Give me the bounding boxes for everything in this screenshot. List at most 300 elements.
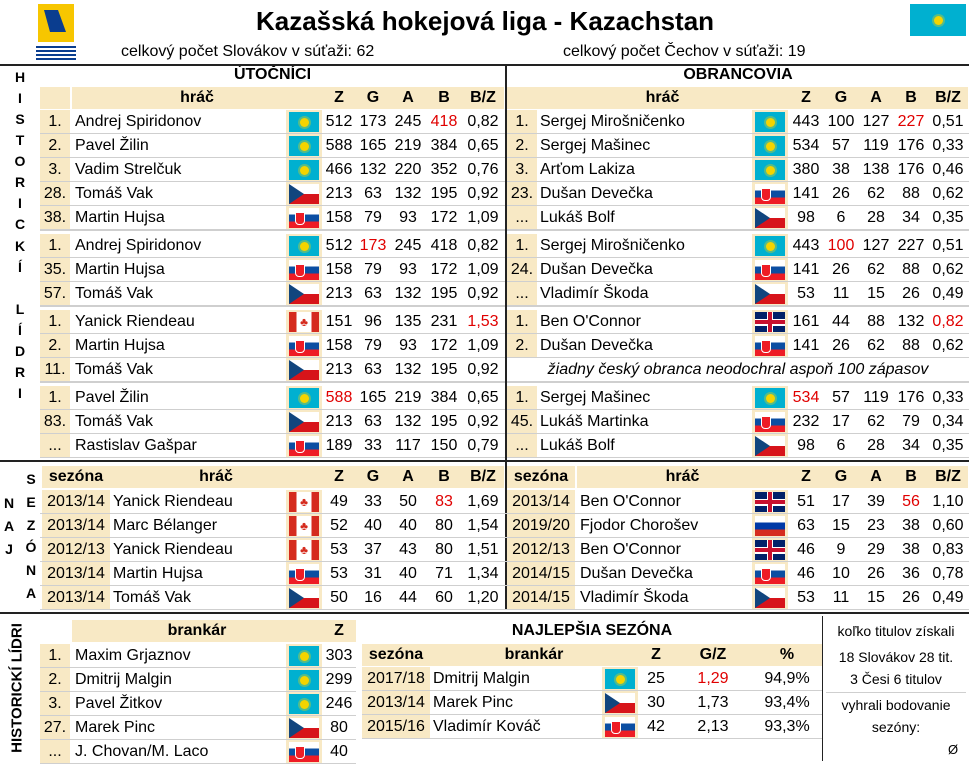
season-forward-a: 40 (399, 564, 417, 582)
season-defense-header-bz: B/Z (928, 466, 968, 488)
season-defense-header-z: Z (788, 466, 824, 488)
defense-z: 380 (792, 160, 820, 178)
season-defense-season: 2014/15 (507, 586, 575, 609)
season-defense-header-g: G (824, 466, 858, 488)
flag-cell (752, 282, 788, 306)
forward-bz: 1,09 (467, 260, 499, 278)
season-defense-header-a: A (858, 466, 894, 488)
forward-g: 132 (359, 160, 387, 178)
forward-z: 512 (325, 236, 353, 254)
forward-bz: 0,92 (467, 360, 499, 378)
flag-cell (286, 386, 322, 410)
forward-g: 96 (364, 312, 382, 330)
kazakhstan-flag-icon (289, 136, 319, 156)
forward-z: 213 (325, 360, 353, 378)
goalie-rank: 27. (40, 716, 70, 739)
slovakia-flag-icon (289, 260, 319, 280)
flag-cell (286, 334, 322, 358)
side-letter: I (18, 195, 22, 212)
best-save-pct: 93,4% (764, 693, 810, 711)
season-forwards-header-player: hráč (110, 466, 322, 488)
russia-flag-icon (755, 516, 785, 536)
flag-cell (286, 182, 322, 206)
defense-b: 88 (902, 260, 920, 278)
titles-question: koľko titulov získali (837, 623, 955, 639)
forward-bz: 0,65 (467, 136, 499, 154)
season-forwards-header-season: sezóna (42, 466, 110, 488)
side-letter (18, 281, 22, 295)
season-forward-a: 40 (399, 516, 417, 534)
season-forwards-header-g: G (356, 466, 390, 488)
defense-player-name: Dušan Devečka (540, 336, 653, 354)
side-letter: Í (18, 258, 22, 275)
defense-a: 119 (863, 136, 889, 154)
flag-cell (286, 258, 322, 282)
defense-b: 227 (897, 236, 925, 254)
season-forward-season: 2013/14 (42, 562, 110, 585)
season-defense-z: 53 (797, 588, 815, 606)
defense-rank: 2. (507, 134, 537, 157)
forward-b: 195 (430, 184, 458, 202)
forward-bz: 0,76 (467, 160, 499, 178)
season-defense-z: 63 (797, 516, 815, 534)
defense-b: 132 (897, 312, 925, 330)
flag-cell (752, 310, 788, 334)
side-letter: I (18, 90, 22, 107)
flag-cell (286, 668, 322, 692)
czech-flag-icon (289, 284, 319, 304)
defense-player-name: Lukáš Bolf (540, 436, 615, 454)
season-forward-z: 53 (330, 564, 348, 582)
defense-g: 6 (836, 436, 846, 454)
season-forward-b: 80 (435, 516, 453, 534)
defense-player-name: Sergej Mašinec (540, 388, 651, 406)
season-forward-season: 2013/14 (42, 490, 110, 513)
forward-rank: 38. (40, 206, 70, 229)
forward-a: 93 (399, 336, 417, 354)
forward-rank: 11. (40, 358, 70, 381)
season-forward-g: 33 (364, 492, 382, 510)
flag-cell (286, 134, 322, 158)
kazakhstan-flag-icon (289, 694, 319, 714)
forward-b: 384 (430, 388, 458, 406)
flag-cell (752, 110, 788, 134)
season-forward-bz: 1,34 (467, 564, 499, 582)
defense-g: 26 (832, 184, 850, 202)
flag-cell (602, 715, 638, 739)
season-defense-b: 38 (902, 516, 920, 534)
defense-header-z: Z (788, 87, 824, 109)
season-defense-player-name: Ben O'Connor (580, 540, 681, 558)
flag-cell (752, 410, 788, 434)
slovakia-flag-icon (289, 564, 319, 584)
defense-player-name: Ben O'Connor (540, 312, 641, 330)
flag-cell (752, 258, 788, 282)
defense-header-bz: B/Z (928, 87, 968, 109)
defense-rank: 24. (507, 258, 537, 281)
defense-g: 57 (832, 136, 850, 154)
titles-slovaks: 18 Slovákov 28 tit. (838, 649, 954, 665)
slovakia-flag-icon (289, 436, 319, 456)
forward-z: 466 (325, 160, 353, 178)
forward-bz: 0,92 (467, 284, 499, 302)
forward-z: 158 (325, 208, 353, 226)
goalie-games: 246 (325, 694, 353, 712)
czech-flag-icon (605, 693, 635, 713)
section-forwards: ÚTOČNÍCI (233, 66, 312, 83)
season-forward-a: 50 (399, 492, 417, 510)
forward-rank: 1. (40, 234, 70, 257)
forward-rank: ... (40, 434, 70, 457)
forward-rank: 83. (40, 410, 70, 433)
slovakia-flag-icon (755, 412, 785, 432)
side-letter: S (26, 471, 36, 487)
forward-b: 418 (430, 236, 458, 254)
defense-z: 141 (792, 260, 820, 278)
forward-g: 173 (359, 236, 387, 254)
flag-cell (286, 434, 322, 458)
great-britain-flag-icon (755, 540, 785, 560)
defense-rank: 1. (507, 234, 537, 257)
czech-flag-icon (289, 588, 319, 608)
titles-czechs: 3 Česi 6 titulov (850, 671, 942, 687)
forward-g: 165 (359, 388, 387, 406)
side-letter: N (3, 495, 15, 511)
defense-b: 26 (902, 284, 920, 302)
season-forward-player-name: Marc Bélanger (113, 516, 218, 534)
season-defense-bz: 0,60 (932, 516, 964, 534)
flag-cell (286, 740, 322, 764)
defense-b: 88 (902, 184, 920, 202)
season-forward-a: 44 (399, 588, 417, 606)
forward-g: 79 (364, 336, 382, 354)
best-gaa: 1,73 (697, 693, 729, 711)
forward-z: 588 (325, 388, 353, 406)
kazakhstan-flag-icon (289, 646, 319, 666)
season-forward-g: 31 (364, 564, 382, 582)
forward-player-name: Pavel Žilin (75, 388, 149, 406)
forward-a: 117 (395, 436, 421, 454)
flag-cell (602, 691, 638, 715)
canada-flag-icon: ♣ (289, 492, 319, 512)
defense-z: 534 (792, 136, 820, 154)
defense-player-name: Arťom Lakiza (540, 160, 635, 178)
forward-player-name: Andrej Spiridonov (75, 236, 202, 254)
flag-cell (752, 490, 788, 514)
czech-flag-icon (289, 718, 319, 738)
defense-player-name: Vladimír Škoda (540, 284, 649, 302)
forward-a: 93 (399, 208, 417, 226)
flag-cell (752, 206, 788, 230)
defense-bz: 0,62 (932, 184, 964, 202)
kazakhstan-flag-icon (755, 136, 785, 156)
season-defense-bz: 0,78 (932, 564, 964, 582)
season-defense-g: 9 (836, 540, 846, 558)
side-letter: N (25, 562, 37, 579)
side-label-sezona (22, 472, 40, 600)
best-games: 30 (647, 693, 665, 711)
side-letter: R (14, 174, 26, 191)
forwards-header-bz: B/Z (462, 87, 504, 109)
league-logo (30, 2, 82, 64)
side-letter: L (15, 300, 25, 317)
goalie-games: 40 (330, 742, 348, 760)
best-header-season: sezóna (362, 644, 430, 666)
goalie-rank: 2. (40, 668, 70, 691)
best-goalie-name: Dmitrij Malgin (433, 669, 530, 687)
defense-z: 141 (792, 184, 820, 202)
season-forward-g: 37 (364, 540, 382, 558)
forward-g: 63 (364, 184, 382, 202)
best-header-z: Z (638, 644, 674, 666)
defense-g: 38 (832, 160, 850, 178)
goalie-games: 299 (325, 670, 353, 688)
forward-player-name: Tomáš Vak (75, 412, 153, 430)
forward-g: 173 (359, 112, 387, 130)
defense-bz: 0,51 (932, 236, 964, 254)
forward-rank: 2. (40, 134, 70, 157)
side-letter: O (14, 153, 26, 170)
forwards-header-player: hráč (72, 87, 322, 109)
season-defense-season: 2013/14 (507, 490, 575, 513)
season-forward-bz: 1,69 (467, 492, 499, 510)
slovakia-flag-icon (755, 336, 785, 356)
forward-z: 158 (325, 336, 353, 354)
season-defense-bz: 0,49 (932, 588, 964, 606)
forward-a: 132 (394, 412, 422, 430)
forward-z: 512 (325, 112, 353, 130)
kazakhstan-flag-icon (289, 670, 319, 690)
flag-cell (752, 514, 788, 538)
season-forward-bz: 1,20 (467, 588, 499, 606)
defense-b: 176 (897, 388, 925, 406)
flag-cell (752, 538, 788, 562)
goalie-name: J. Chovan/M. Laco (75, 742, 209, 760)
defense-player-name: Dušan Devečka (540, 184, 653, 202)
defense-player-name: Lukáš Bolf (540, 208, 615, 226)
season-defense-a: 26 (867, 564, 885, 582)
flag-cell (752, 562, 788, 586)
defense-a: 127 (862, 112, 890, 130)
defense-a: 28 (867, 436, 885, 454)
forward-a: 245 (394, 236, 422, 254)
defense-b: 176 (897, 136, 925, 154)
slovakia-flag-icon (755, 260, 785, 280)
forward-player-name: Tomáš Vak (75, 360, 153, 378)
count-czechs: celkový počet Čechov v súťaži: 19 (563, 43, 806, 60)
side-letter: Z (26, 516, 36, 533)
forwards-header-g: G (356, 87, 390, 109)
side-letter: Ó (25, 539, 37, 556)
side-label-goalies: HISTORICKÍ LÍDRI (8, 622, 26, 753)
slovakia-flag-icon (755, 184, 785, 204)
season-defense-g: 17 (832, 492, 850, 510)
season-defense-z: 51 (797, 492, 815, 510)
flag-cell (286, 562, 322, 586)
kazakhstan-flag-icon (289, 160, 319, 180)
defense-rank: 3. (507, 158, 537, 181)
forward-player-name: Martin Hujsa (75, 260, 165, 278)
season-defense-a: 15 (867, 588, 885, 606)
best-games: 25 (647, 669, 665, 687)
side-label-historicki-lidri (10, 70, 30, 400)
season-defense-player-name: Dušan Devečka (580, 564, 693, 582)
forward-rank: 28. (40, 182, 70, 205)
canada-flag-icon: ♣ (289, 540, 319, 560)
season-forward-season: 2013/14 (42, 586, 110, 609)
great-britain-flag-icon (755, 312, 785, 332)
best-header-gz: G/Z (674, 644, 752, 666)
kazakhstan-flag-icon (289, 388, 319, 408)
defense-g: 6 (836, 208, 846, 226)
forward-bz: 0,92 (467, 412, 499, 430)
defense-g: 100 (827, 112, 855, 130)
forward-player-name: Tomáš Vak (75, 284, 153, 302)
goalie-rank: ... (40, 740, 70, 763)
canada-flag-icon: ♣ (289, 312, 319, 332)
goalie-rank: 3. (40, 692, 70, 715)
scoring-question-2: sezóny: (871, 719, 921, 735)
forward-b: 172 (430, 208, 458, 226)
defense-b: 88 (902, 336, 920, 354)
season-defense-g: 15 (832, 516, 850, 534)
forward-g: 165 (359, 136, 387, 154)
season-defense-bz: 0,83 (932, 540, 964, 558)
season-forward-season: 2013/14 (42, 514, 110, 537)
side-letter: E (26, 493, 36, 510)
best-season-title: NAJLEPŠIA SEZÓNA (511, 622, 673, 639)
flag-cell (286, 310, 322, 334)
best-season: 2017/18 (362, 667, 430, 690)
forward-bz: 1,53 (467, 312, 499, 330)
season-defense-b: 38 (902, 540, 920, 558)
flag-cell (286, 692, 322, 716)
season-forward-a: 43 (399, 540, 417, 558)
forward-b: 231 (430, 312, 458, 330)
forward-z: 213 (325, 412, 353, 430)
kazakhstan-flag-icon (755, 236, 785, 256)
season-defense-a: 23 (867, 516, 885, 534)
best-header-pct: % (752, 644, 822, 666)
season-defense-bz: 1,10 (932, 492, 964, 510)
forward-b: 195 (430, 284, 458, 302)
season-forward-z: 53 (330, 540, 348, 558)
flag-cell (286, 158, 322, 182)
forward-rank: 2. (40, 334, 70, 357)
season-forward-player-name: Yanick Riendeau (113, 540, 233, 558)
season-defense-z: 46 (797, 540, 815, 558)
scoring-question-1: vyhrali bodovanie (841, 697, 951, 713)
slovakia-flag-icon (605, 717, 635, 737)
forward-rank: 1. (40, 310, 70, 333)
scoring-answer: Ø (947, 741, 959, 757)
defense-a: 62 (867, 336, 885, 354)
forward-player-name: Rastislav Gašpar (75, 436, 197, 454)
forward-rank: 35. (40, 258, 70, 281)
flag-cell (752, 334, 788, 358)
season-forward-b: 60 (435, 588, 453, 606)
defense-header-player: hráč (537, 87, 788, 109)
defense-rank: 2. (507, 334, 537, 357)
goalies-header-goalie: brankár (72, 620, 322, 642)
season-defense-season: 2019/20 (507, 514, 575, 537)
forwards-header-a: A (390, 87, 426, 109)
slovakia-flag-icon (755, 564, 785, 584)
season-defense-player-name: Fjodor Chorošev (580, 516, 699, 534)
season-defense-header-player: hráč (577, 466, 788, 488)
flag-cell (286, 538, 322, 562)
forward-b: 150 (430, 436, 458, 454)
defense-bz: 0,49 (932, 284, 964, 302)
defense-header-b: B (894, 87, 928, 109)
defense-z: 534 (792, 388, 820, 406)
forward-rank: 3. (40, 158, 70, 181)
season-forward-g: 40 (364, 516, 382, 534)
goalie-rank: 1. (40, 644, 70, 667)
flag-cell (752, 386, 788, 410)
forwards-header-z: Z (322, 87, 356, 109)
forward-z: 588 (325, 136, 353, 154)
page-title: Kazašská hokejová liga - Kazachstan (255, 6, 715, 36)
defense-a: 62 (867, 412, 885, 430)
defense-player-name: Dušan Devečka (540, 260, 653, 278)
defense-z: 232 (792, 412, 820, 430)
forward-bz: 1,09 (467, 208, 499, 226)
defense-b: 34 (902, 436, 920, 454)
defense-z: 53 (797, 284, 815, 302)
flag-cell (286, 490, 322, 514)
goalie-games: 303 (325, 646, 353, 664)
defense-g: 17 (832, 412, 850, 430)
flag-cell (602, 667, 638, 691)
forward-rank: 1. (40, 110, 70, 133)
defense-player-name: Sergej Mašinec (540, 136, 651, 154)
section-defense: OBRANCOVIA (683, 66, 793, 83)
flag-cell (752, 134, 788, 158)
forward-z: 213 (325, 184, 353, 202)
forward-a: 219 (394, 388, 422, 406)
best-save-pct: 94,9% (764, 669, 810, 687)
flag-cell (752, 586, 788, 610)
defense-bz: 0,82 (932, 312, 964, 330)
defense-bz: 0,34 (932, 412, 964, 430)
best-season: 2013/14 (362, 691, 430, 714)
defense-bz: 0,35 (932, 208, 964, 226)
defense-a: 62 (867, 260, 885, 278)
forward-a: 132 (394, 184, 422, 202)
forward-player-name: Martin Hujsa (75, 208, 165, 226)
season-forwards-header-b: B (426, 466, 462, 488)
defense-g: 44 (832, 312, 850, 330)
side-letter: H (14, 69, 26, 85)
season-defense-header-b: B (894, 466, 928, 488)
czech-flag-icon (755, 208, 785, 228)
czech-flag-icon (755, 436, 785, 456)
defense-rank: ... (507, 206, 537, 229)
best-header-goalie: brankár (430, 644, 638, 666)
side-letter: D (14, 342, 26, 359)
best-goalie-name: Marek Pinc (433, 693, 514, 711)
forward-rank: 57. (40, 282, 70, 305)
season-forwards-header-a: A (390, 466, 426, 488)
season-defense-player-name: Ben O'Connor (580, 492, 681, 510)
flag-cell (286, 358, 322, 382)
kazakhstan-flag-icon (755, 388, 785, 408)
forward-g: 79 (364, 208, 382, 226)
side-letter: C (14, 216, 26, 233)
defense-a: 15 (867, 284, 885, 302)
flag-cell (752, 158, 788, 182)
